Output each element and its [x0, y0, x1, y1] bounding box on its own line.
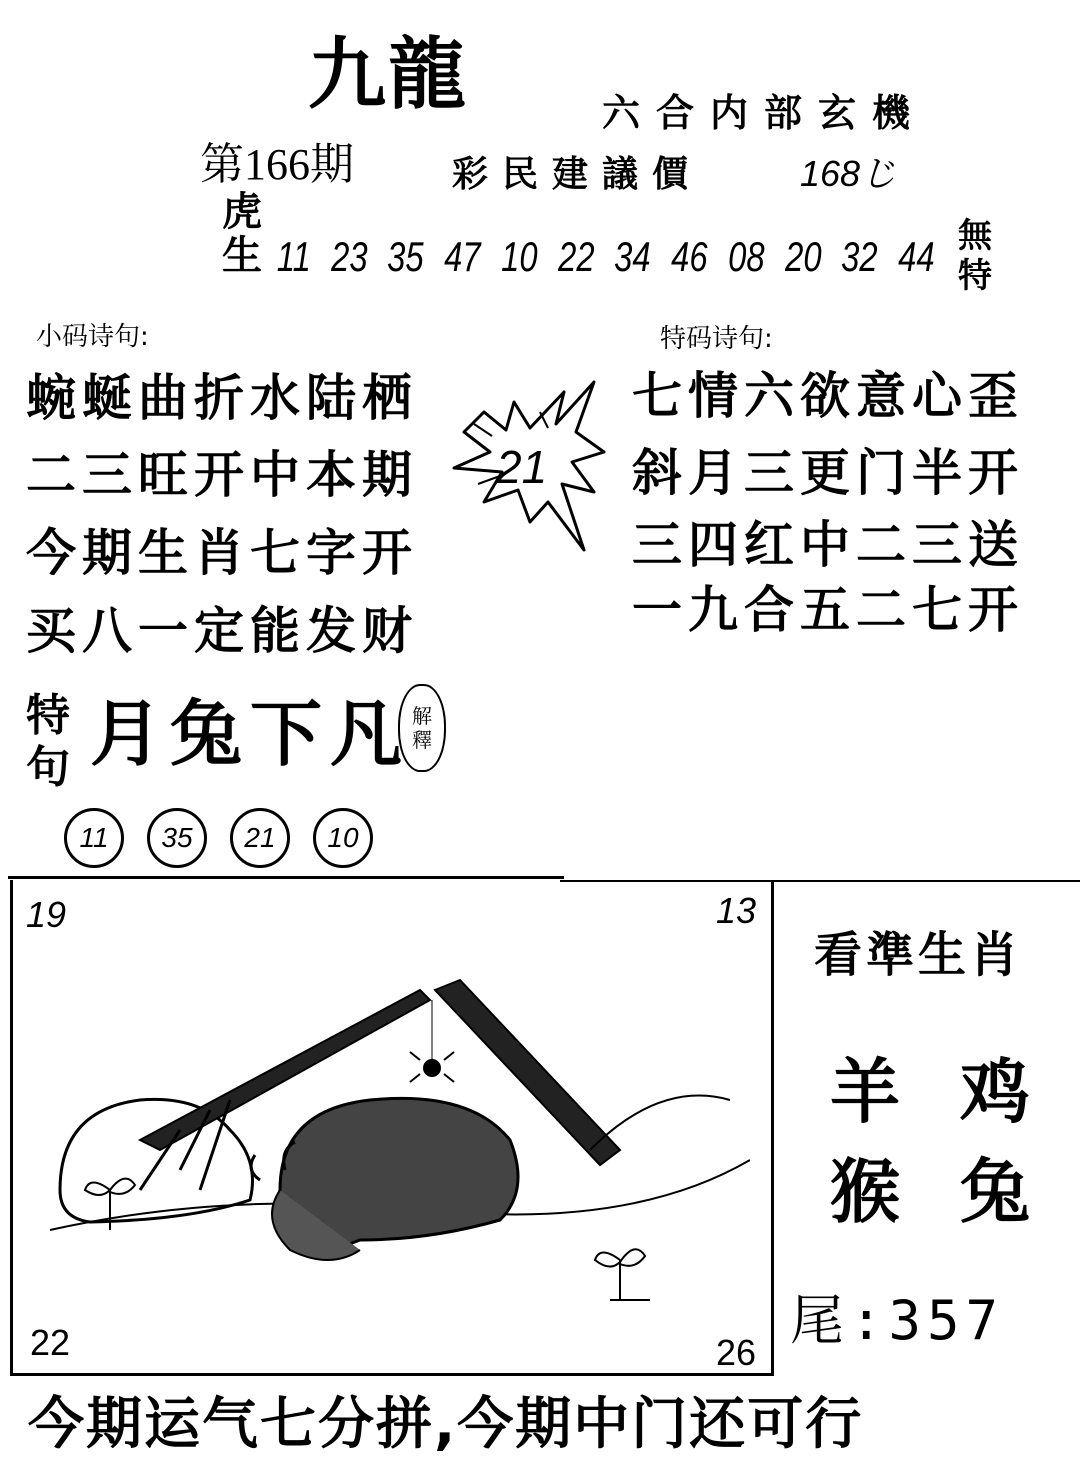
number-item: 23: [330, 233, 368, 280]
frame-top-line: [8, 876, 564, 879]
special-sentence-text: 月兔下凡: [90, 692, 411, 776]
number-item: 22: [557, 233, 595, 280]
number-item: 44: [898, 233, 935, 280]
corner-number-bottom-right: 26: [716, 1332, 757, 1373]
burst-number: 21: [496, 441, 548, 493]
special-sentence-label: 特句: [26, 690, 70, 793]
zodiac-row: [830, 1036, 1030, 1137]
small-poem-line: 买八一定能发财: [26, 602, 418, 660]
subtitle: 六合内部玄機: [602, 91, 927, 135]
special-code-label: 特码诗句:: [660, 324, 773, 354]
number-item: 10: [501, 233, 538, 280]
circled-number: 21: [230, 808, 290, 868]
zodiac-tag: 虎生: [222, 189, 262, 279]
number-item: 11: [276, 233, 311, 280]
zodiac-box-label: 看準生肖: [814, 927, 1023, 983]
explain-badge: [398, 684, 446, 772]
number-item: 35: [387, 233, 424, 280]
special-tag: 無特: [958, 216, 992, 296]
small-code-label: 小码诗句:: [36, 322, 149, 352]
number-item: 08: [728, 233, 765, 280]
special-poem-line: 斜月三更门半开: [632, 444, 1024, 502]
footer-slogan: 今期运气七分拼,今期中门还可行: [28, 1392, 864, 1457]
price-value: 168じ: [800, 153, 897, 194]
corner-number-top-left: 19: [26, 894, 67, 935]
circled-number: 11: [64, 808, 124, 868]
circled-number: 10: [313, 808, 373, 868]
small-poem-line: 二三旺开中本期: [26, 446, 418, 504]
number-item: 32: [841, 233, 878, 280]
number-item: 20: [784, 233, 822, 280]
circled-number-list: [64, 808, 373, 868]
small-poem-line: 今期生肖七字开: [26, 524, 418, 582]
special-poem-line: 三四红中二三送: [632, 516, 1024, 574]
zodiac-item: 猴: [830, 1151, 900, 1233]
corner-number-bottom-left: 22: [30, 1322, 71, 1363]
page-title: 九龍: [308, 29, 469, 120]
price-label: 彩民建議價: [452, 154, 703, 195]
explain-char: 解: [412, 704, 432, 728]
special-poem-line: 七情六欲意心歪: [632, 367, 1024, 425]
number-item: 34: [614, 233, 651, 280]
tail-digits: 尾:357: [790, 1289, 1005, 1352]
circled-number: 35: [147, 808, 207, 868]
special-poem-line: 一九合五二七开: [632, 581, 1024, 639]
spider-shape: [423, 1059, 441, 1077]
zodiac-item: 兔: [960, 1151, 1030, 1233]
small-poem-line: 蜿蜒曲折水陆栖: [26, 369, 418, 427]
issue-number: 第166期: [200, 140, 354, 189]
zodiac-item: 鸡: [960, 1051, 1030, 1133]
corner-number-top-right: 13: [716, 890, 757, 931]
ink-illustration: [30, 960, 750, 1320]
explain-char: 釋: [412, 728, 432, 752]
zodiac-row: [830, 1136, 1030, 1237]
number-item: 47: [444, 233, 481, 280]
zodiac-item: 羊: [830, 1051, 900, 1133]
plant-shape: [595, 1249, 645, 1300]
number-list: [272, 222, 940, 292]
number-item: 46: [671, 233, 708, 280]
